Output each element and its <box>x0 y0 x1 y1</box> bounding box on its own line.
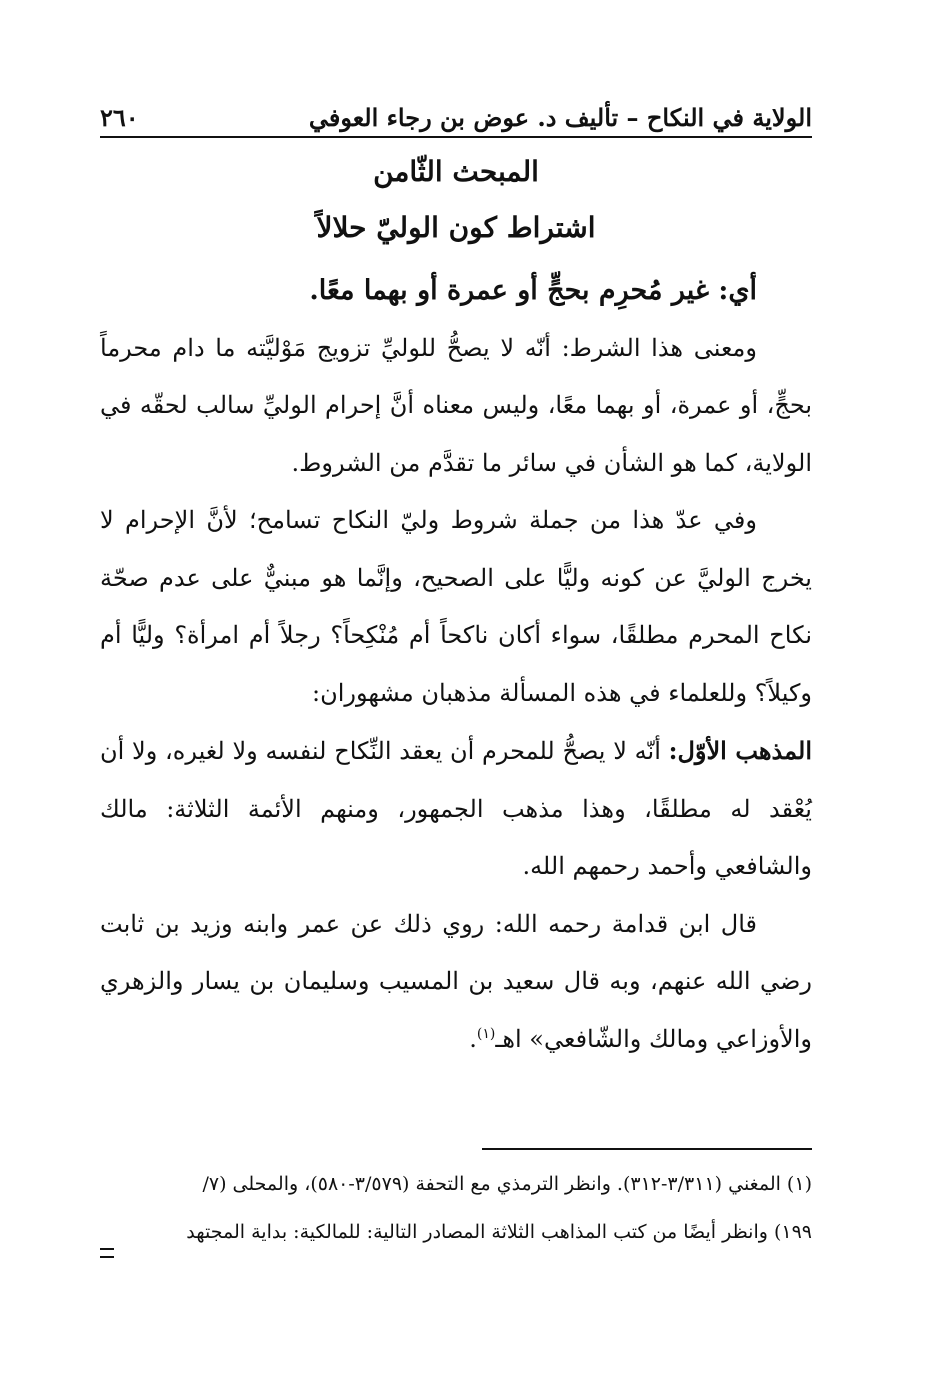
paragraph-2: وفي عدّ هذا من جملة شروط وليّ النكاح تسامح؛ لأنَّ الإحرام لا يخرج الوليَّ عن كونه وليًّا على الصحيح، وإنَّما هو مبنيٌّ على عدم صحّة نكاح المحرم مطلقًا، سواء أكان ناكحاً أم مُنْكِحاً؟ رجلاً أم امرأة؟ وليًّا أم وكيلاً؟ وللعلماء في هذه المسألة مذهبان مشهوران: <box>100 506 812 707</box>
main-text <box>100 262 812 1068</box>
section-title: اشتراط كون الوليّ حلالاً <box>316 211 596 244</box>
paragraph-3-text: أنّه لا يصحُّ للمحرم أن يعقد النِّكاح لنفسه ولا لغيره، ولا أن يُعْقد له مطلقًا، وهذا مذهب الجمهور، ومنهم الأئمة الثلاثة: مالك والشافعي وأحمد رحمهم الله. <box>100 737 812 880</box>
running-title: الولاية في النكاح – تأليف د. عوض بن رجاء العوفي <box>308 103 812 132</box>
footnotes <box>100 1160 812 1256</box>
paragraph-4-text: قال ابن قدامة رحمه الله: روي ذلك عن عمر وابنه وزيد بن ثابت رضي الله عنهم، وبه قال سعيد بن المسيب وسليمان بن يسار والزهري والأوزاعي ومالك والشّافعي» اهـ <box>100 909 812 1053</box>
paragraph-1: ومعنى هذا الشرط: أنّه لا يصحُّ للوليِّ تزويج مَوْليَّته ما دام محرماً بحجٍّ، أو عمرة، أو بهما معًا، وليس معناه أنَّ إحرام الوليِّ سالب لحقّه في الولاية، كما هو الشأن في سائر ما تقدَّم من الشروط. <box>100 333 812 477</box>
paragraph-4 <box>100 896 812 1069</box>
chapter-title: المبحث الثّامن <box>373 155 539 188</box>
continuation-mark <box>100 1248 114 1258</box>
footnote-1-line-1: (١) المغني (٣/٣١١-٣١٢). وانظر الترمذي مع التحفة (٣/٥٧٩-٥٨٠)، والمحلى (٧/ <box>202 1173 812 1195</box>
paragraph-3 <box>100 722 812 896</box>
paragraph-4-end: . <box>469 1024 477 1053</box>
page-number: ٢٦٠ <box>100 103 139 132</box>
footnote-rule <box>482 1148 812 1150</box>
footnote-1-line-2: ١٩٩) وانظر أيضًا من كتب المذاهب الثلاثة المصادر التالية: للمالكية: بداية المجتهد <box>186 1221 812 1243</box>
lead-line: أي: غير مُحرِم بحجٍّ أو عمرة أو بهما معًا. <box>309 275 757 306</box>
running-header <box>100 88 812 132</box>
header-rule <box>100 136 812 138</box>
footnote-ref[interactable]: (١) <box>476 1025 496 1042</box>
madhhab-term: المذهب الأوّل: <box>668 736 812 765</box>
